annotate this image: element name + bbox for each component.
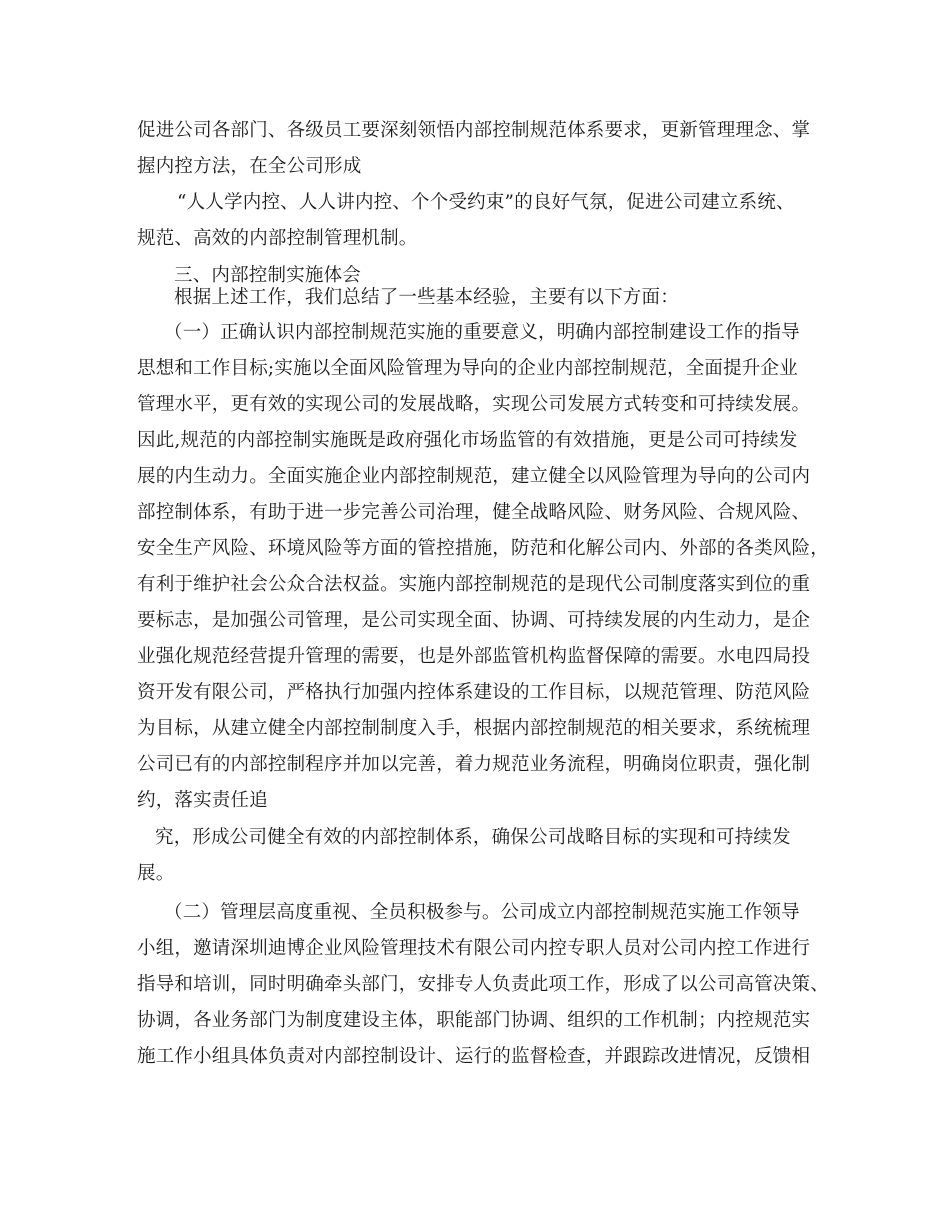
- text-line: 业强化规范经营提升管理的需要，也是外部监管机构监督保障的需要。水电四局投: [137, 646, 811, 667]
- text-line: 展。: [137, 863, 175, 884]
- text-line: 握内控方法，在全公司形成: [137, 156, 362, 177]
- text-line: （一）正确认识内部控制规范实施的重要意义，明确内部控制建设工作的指导: [164, 322, 800, 343]
- text-line: 资开发有限公司，严格执行加强内控体系建设的工作目标，以规范管理、防范风险: [137, 682, 811, 703]
- text-line: 思想和工作目标;实施以全面风险管理为导向的企业内部控制规范，全面提升企业: [137, 358, 798, 379]
- text-line: 安全生产风险、环境风险等方面的管控措施，防范和化解公司内、外部的各类风险，: [137, 538, 829, 559]
- text-line: 小组，邀请深圳迪博企业风险管理技术有限公司内控专职人员对公司内控工作进行: [137, 938, 811, 959]
- text-line: 根据上述工作，我们总结了一些基本经验，主要有以下方面：: [174, 287, 679, 308]
- paragraph-intro: [137, 280, 817, 316]
- text-line: 要标志，是加强公司管理，是公司实现全面、协调、可持续发展的内生动力，是企: [137, 610, 811, 631]
- paragraph-item-1-cont: [137, 820, 817, 892]
- text-line: 为目标，从建立健全内部控制制度入手，根据内部控制规范的相关要求，系统梳理: [137, 718, 811, 739]
- text-line: 施工作小组具体负责对内部控制设计、运行的监督检查，并跟踪改进情况，反馈相: [137, 1046, 811, 1067]
- text-line: 因此,规范的内部控制实施既是政府强化市场监管的有效措施，更是公司可持续发: [137, 430, 798, 451]
- paragraph-culture: [137, 113, 817, 257]
- paragraph-item-2: [137, 895, 829, 1075]
- text-line: 展的内生动力。全面实施企业内部控制规范，建立健全以风险管理为导向的公司内: [137, 466, 811, 487]
- text-line: （二）管理层高度重视、全员积极参与。公司成立内部控制规范实施工作领导: [164, 902, 800, 923]
- text-line: 管理水平，更有效的实现公司的发展战略，实现公司发展方式转变和可持续发展。: [137, 394, 811, 415]
- text-line: 规范、高效的内部控制管理机制。: [137, 228, 418, 249]
- text-line: 有利于维护社会公众合法权益。实施内部控制规范的是现代公司制度落实到位的重: [137, 574, 811, 595]
- text-line: 促进公司各部门、各级员工要深刻领悟内部控制规范体系要求，更新管理理念、掌: [137, 120, 811, 141]
- text-line: 公司已有的内部控制程序并加以完善，着力规范业务流程，明确岗位职责，强化制: [137, 754, 811, 775]
- section-heading: 三、内部控制实施体会: [174, 265, 362, 286]
- text-line: 究，形成公司健全有效的内部控制体系，确保公司战略目标的实现和可持续发: [155, 827, 791, 848]
- text-line: 协调，各业务部门为制度建设主体，职能部门协调、组织的工作机制；内控规范实: [137, 1010, 811, 1031]
- text-line: 部控制体系，有助于进一步完善公司治理，健全战略风险、财务风险、合规风险、: [137, 502, 811, 523]
- text-line: 约，落实责任追: [137, 790, 268, 811]
- paragraph-item-1: [137, 315, 829, 819]
- text-line: “人人学内控、人人讲内控、个个受约束”的良好气氛，促进公司建立系统、: [177, 192, 795, 213]
- text-line: 指导和培训，同时明确牵头部门，安排专人负责此项工作，形成了以公司高管决策、: [137, 974, 829, 995]
